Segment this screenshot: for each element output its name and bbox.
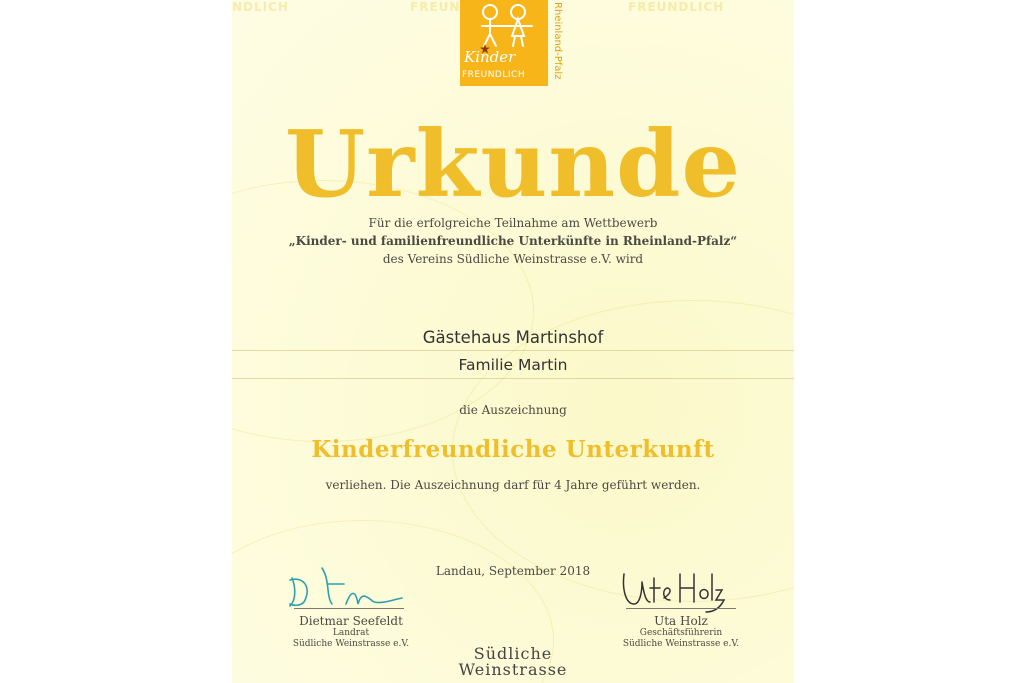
signature-line	[626, 608, 736, 609]
award-note: verliehen. Die Auszeichnung darf für 4 Jahre geführt werden.	[325, 478, 701, 492]
competition-name: „Kinder- und familienfreundliche Unterkünfte in Rheinland-Pfalz“	[288, 234, 738, 248]
divider	[232, 350, 794, 351]
logo-region-label: Rheinland-Pfalz	[552, 2, 563, 80]
signature-seefeldt	[282, 558, 412, 614]
certificate-title: Urkunde	[284, 110, 742, 218]
signatory-role: Landrat	[332, 628, 370, 638]
brand-line-1: Südliche	[473, 644, 553, 663]
signatory-left	[271, 614, 431, 650]
intro-line-3: des Vereins Südliche Weinstrasse e.V. wird	[382, 252, 644, 266]
certificate-paper	[232, 0, 794, 683]
suedliche-weinstrasse-logo	[232, 646, 794, 678]
signatory-right	[601, 614, 761, 650]
place-and-date: Landau, September 2018	[435, 564, 591, 578]
watermark-text: FREUNDLICH	[628, 0, 725, 14]
signature-line	[294, 608, 404, 609]
signatory-organization: Südliche Weinstrasse e.V.	[292, 639, 410, 649]
watermark-text: NDLICH	[232, 0, 289, 14]
logo-subtitle: FREUNDLICH	[462, 70, 526, 80]
signature-holz	[616, 564, 726, 620]
recipient-name: Gästehaus Martinshof	[422, 328, 604, 347]
logo-word: Kinder	[464, 48, 516, 66]
signatory-name: Uta Holz	[654, 614, 708, 628]
signatory-role: Geschäftsführerin	[639, 628, 723, 638]
signatory-organization: Südliche Weinstrasse e.V.	[622, 639, 740, 649]
children-icon	[460, 0, 548, 50]
award-intro: die Auszeichnung	[459, 403, 567, 417]
recipient-family: Familie Martin	[458, 356, 568, 374]
watermark-text: FREUN	[410, 0, 461, 14]
intro-line-1: Für die erfolgreiche Teilnahme am Wettbewerb	[368, 216, 658, 230]
award-title: Kinderfreundliche Unterkunft	[311, 436, 715, 463]
kinderfreundlich-logo	[460, 0, 548, 86]
signatory-name: Dietmar Seefeldt	[299, 614, 403, 628]
divider	[232, 378, 794, 379]
brand-line-2: Weinstrasse	[458, 660, 568, 679]
